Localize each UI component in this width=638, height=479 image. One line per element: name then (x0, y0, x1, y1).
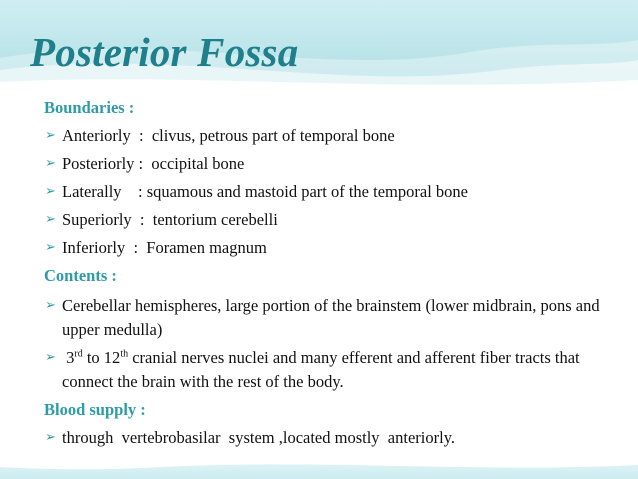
list-item-cranial-nerves (44, 346, 624, 394)
footer-wave-decoration (0, 457, 638, 479)
arrowhead-icon: ➢ (45, 430, 56, 445)
arrowhead-icon: ➢ (45, 184, 56, 199)
boundaries-heading: Boundaries : (44, 98, 135, 117)
list-item-text: Inferiorly : Foramen magnum (62, 238, 267, 257)
footer-band (0, 457, 638, 479)
arrowhead-icon: ➢ (45, 240, 56, 255)
arrowhead-icon: ➢ (45, 128, 56, 143)
arrowhead-icon: ➢ (45, 350, 56, 365)
list-item-text: Cerebellar hemispheres, large portion of the brainstem (lower midbrain, pons and upper medulla) (62, 296, 600, 339)
list-item-text: Posteriorly : occipital bone (62, 154, 245, 173)
list-item-text: Superiorly : tentorium cerebelli (62, 210, 278, 229)
list-item-inferiorly (44, 234, 624, 262)
list-item-text: through vertebrobasilar system ,located mostly anteriorly. (62, 428, 455, 447)
slide-title: Posterior Fossa (30, 29, 299, 75)
arrowhead-icon: ➢ (45, 212, 56, 227)
list-item-anteriorly (44, 122, 624, 150)
list-item-text: Anteriorly : clivus, petrous part of temporal bone (62, 126, 395, 145)
list-item-text: Laterally : squamous and mastoid part of the temporal bone (62, 182, 468, 201)
arrowhead-icon: ➢ (45, 156, 56, 171)
list-item-laterally (44, 178, 624, 206)
arrowhead-icon: ➢ (45, 298, 56, 313)
list-item-blood-supply (44, 424, 624, 452)
list-item-posteriorly (44, 150, 624, 178)
list-item-text: 3rd to 12th cranial nerves nuclei and many efferent and afferent fiber tracts that connect the brain with the rest of the body. (62, 348, 580, 391)
list-item-cerebellar (44, 294, 624, 342)
blood-supply-heading: Blood supply : (44, 400, 146, 419)
list-item-superiorly (44, 206, 624, 234)
slide-content (44, 94, 624, 452)
contents-heading: Contents : (44, 266, 117, 285)
